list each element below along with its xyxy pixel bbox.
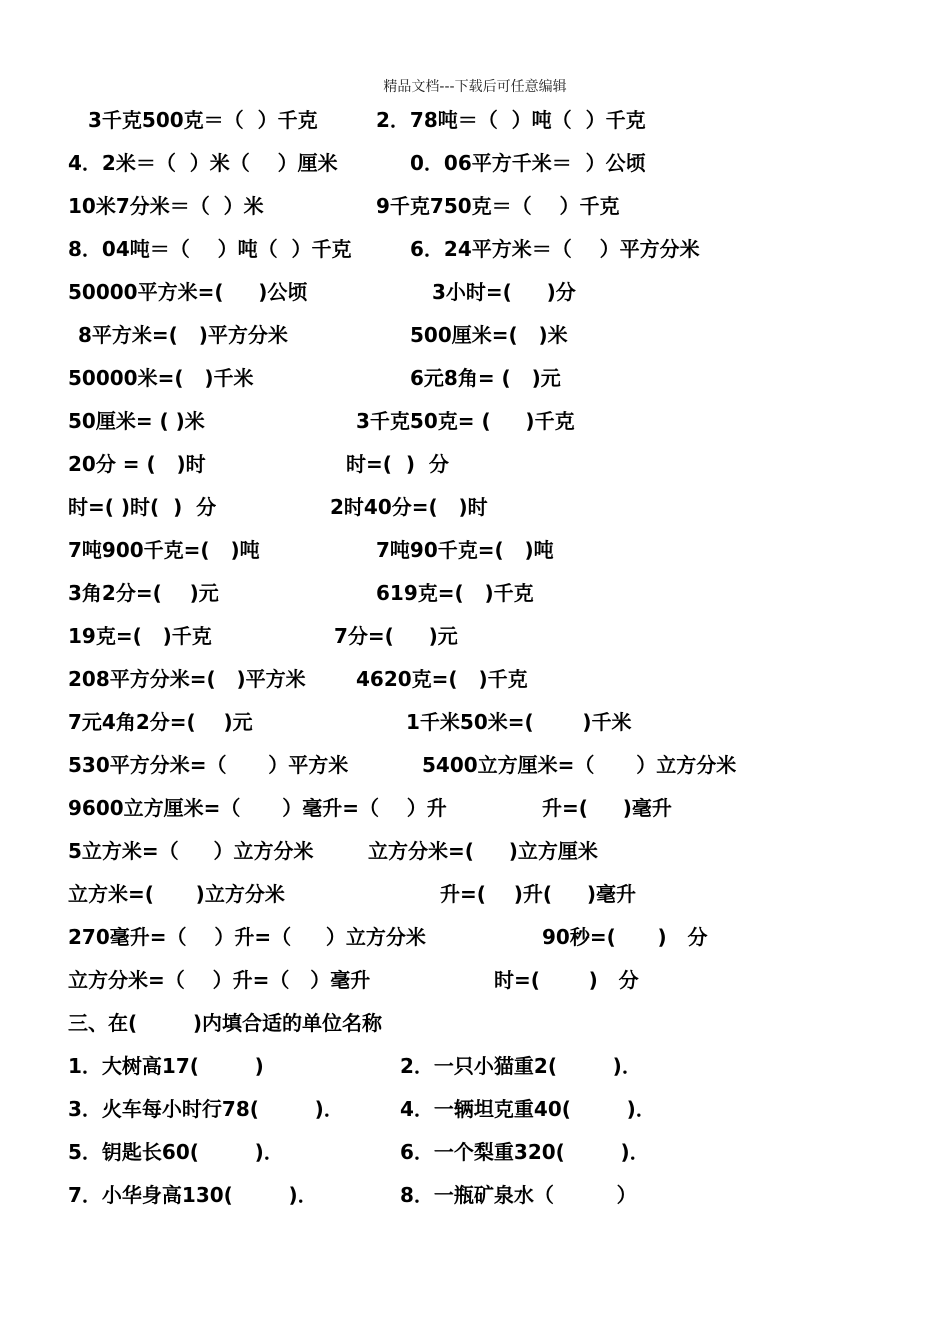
exercise-item: 7吨900千克=( )吨 [68, 538, 260, 562]
exercise-item: 时=( ) 分 [346, 452, 449, 476]
exercise-item: 2．78吨＝（ ）吨（ ）千克 [376, 108, 646, 132]
page-header: 精品文档---下载后可任意编辑 [383, 79, 567, 95]
exercise-item: 2．一只小猫重2( )． [400, 1054, 642, 1078]
exercise-item: 208平方分米=( )平方米 [68, 667, 306, 691]
exercise-item: 立方分米=（ ）升=（ ）毫升 [68, 968, 371, 992]
exercise-item: 8平方米=( )平方分米 [78, 323, 288, 347]
exercise-item: 4．一辆坦克重40( )． [400, 1097, 656, 1121]
exercise-item: 4．2米＝（ ）米（ ）厘米 [68, 151, 338, 175]
exercise-item: 1千米50米=( )千米 [406, 710, 632, 734]
exercise-item: 时=( )时( ) 分 [68, 495, 217, 519]
exercise-item: 6元8角= ( )元 [410, 366, 561, 390]
exercise-item: 3千克50克= ( )千克 [356, 409, 575, 433]
exercise-item: 8．一瓶矿泉水（ ） [400, 1183, 637, 1207]
exercise-item: 7元4角2分=( )元 [68, 710, 253, 734]
exercise-item: 升=( )毫升 [542, 796, 672, 820]
exercise-item: 50厘米= ( )米 [68, 409, 205, 433]
exercise-item: 50000米=( )千米 [68, 366, 254, 390]
exercise-item: 10米7分米＝（ ）米 [68, 194, 264, 218]
exercise-item: 3千克500克＝（ ）千克 [88, 108, 318, 132]
exercise-item: 6．24平方米＝（ ）平方分米 [410, 237, 700, 261]
exercise-item: 500厘米=( )米 [410, 323, 568, 347]
exercise-item: 4620克=( )千克 [356, 667, 528, 691]
exercise-item: 530平方分米=（ ）平方米 [68, 753, 349, 777]
exercise-item: 19克=( )千克 [68, 624, 212, 648]
exercise-item: 7．小华身高130( )． [68, 1183, 318, 1207]
exercise-item: 立方分米=( )立方厘米 [368, 839, 598, 863]
exercise-item: 50000平方米=( )公顷 [68, 280, 308, 304]
exercise-item: 立方米=( )立方分米 [68, 882, 285, 906]
exercise-item: 7吨90千克=( )吨 [376, 538, 554, 562]
exercise-item: 升=( )升( )毫升 [440, 882, 636, 906]
exercise-item: 时=( ) 分 [494, 968, 639, 992]
exercise-item: 三、在( )内填合适的单位名称 [68, 1011, 382, 1035]
exercise-item: 20分 = ( )时 [68, 452, 206, 476]
exercise-item: 3．火车每小时行78( )． [68, 1097, 344, 1121]
exercise-item: 9千克750克＝（ ）千克 [376, 194, 620, 218]
exercise-item: 90秒=( ) 分 [542, 925, 708, 949]
exercise-item: 6．一个梨重320( )． [400, 1140, 650, 1164]
exercise-item: 2时40分=( )时 [330, 495, 488, 519]
exercise-item: 3小时=( )分 [432, 280, 576, 304]
exercise-item: 270毫升=（ ）升=（ ）立方分米 [68, 925, 426, 949]
exercise-item: 5立方米=（ ）立方分米 [68, 839, 314, 863]
exercise-item: 8．04吨＝（ ）吨（ ）千克 [68, 237, 352, 261]
exercise-item: 3角2分=( )元 [68, 581, 219, 605]
exercise-item: 5．钥匙长60( )． [68, 1140, 284, 1164]
exercise-item: 0．06平方千米＝ ）公顷 [410, 151, 646, 175]
exercise-item: 5400立方厘米=（ ）立方分米 [422, 753, 737, 777]
exercise-item: 7分=( )元 [334, 624, 458, 648]
exercise-item: 619克=( )千克 [376, 581, 534, 605]
exercise-item: 1．大树高17( ) [68, 1054, 264, 1078]
exercise-item: 9600立方厘米=（ ）毫升=（ ）升 [68, 796, 447, 820]
